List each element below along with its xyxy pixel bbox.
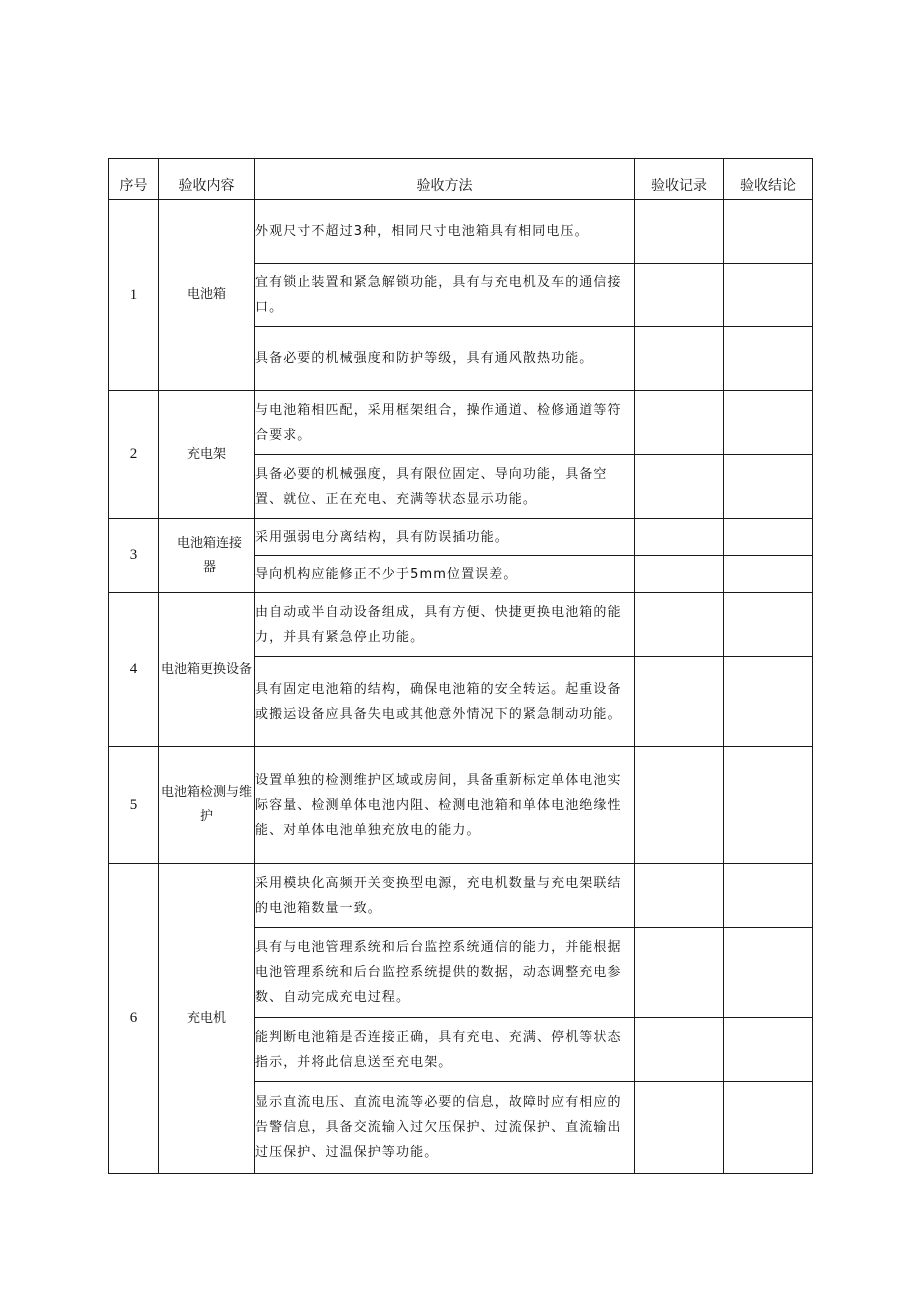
record-cell	[635, 1082, 724, 1174]
method-cell: 具备必要的机械强度和防护等级，具有通风散热功能。	[255, 327, 635, 391]
content-cell: 电池箱更换设备	[159, 593, 255, 747]
method-cell: 外观尺寸不超过3种，相同尺寸电池箱具有相同电压。	[255, 200, 635, 264]
table-row	[109, 864, 813, 928]
method-cell: 导向机构应能修正不少于5mm位置误差。	[255, 556, 635, 593]
content-cell: 充电架	[159, 391, 255, 519]
table-row	[109, 200, 813, 264]
conclusion-cell	[724, 455, 813, 519]
header-content: 验收内容	[159, 159, 255, 200]
record-cell	[635, 747, 724, 864]
seq-cell: 5	[109, 747, 159, 864]
content-cell: 电池箱连接器	[159, 519, 255, 593]
conclusion-cell	[724, 556, 813, 593]
method-cell: 宜有锁止装置和紧急解锁功能，具有与充电机及车的通信接口。	[255, 264, 635, 327]
record-cell	[635, 657, 724, 747]
record-cell	[635, 1018, 724, 1082]
table-row	[109, 391, 813, 455]
method-cell: 具备必要的机械强度，具有限位固定、导向功能，具备空置、就位、正在充电、充满等状态显示功能。	[255, 455, 635, 519]
record-cell	[635, 264, 724, 327]
seq-cell: 2	[109, 391, 159, 519]
header-row	[109, 159, 813, 200]
record-cell	[635, 391, 724, 455]
seq-cell: 6	[109, 864, 159, 1174]
record-cell	[635, 864, 724, 928]
method-cell: 由自动或半自动设备组成，具有方便、快捷更换电池箱的能力，并具有紧急停止功能。	[255, 593, 635, 657]
method-cell: 具有与电池管理系统和后台监控系统通信的能力，并能根据电池管理系统和后台监控系统提供的数据，动态调整充电参数、自动完成充电过程。	[255, 928, 635, 1018]
method-cell: 采用模块化高频开关变换型电源，充电机数量与充电架联结的电池箱数量一致。	[255, 864, 635, 928]
record-cell	[635, 200, 724, 264]
conclusion-cell	[724, 264, 813, 327]
record-cell	[635, 519, 724, 556]
record-cell	[635, 928, 724, 1018]
conclusion-cell	[724, 747, 813, 864]
method-cell: 采用强弱电分离结构，具有防误插功能。	[255, 519, 635, 556]
conclusion-cell	[724, 657, 813, 747]
method-cell: 设置单独的检测维护区域或房间，具备重新标定单体电池实际容量、检测单体电池内阻、检测电池箱和单体电池绝缘性能、对单体电池单独充放电的能力。	[255, 747, 635, 864]
header-seq: 序号	[109, 159, 159, 200]
table-row	[109, 747, 813, 864]
conclusion-cell	[724, 391, 813, 455]
table-row	[109, 593, 813, 657]
record-cell	[635, 455, 724, 519]
conclusion-cell	[724, 928, 813, 1018]
method-cell: 具有固定电池箱的结构，确保电池箱的安全转运。起重设备或搬运设备应具备失电或其他意外情况下的紧急制动功能。	[255, 657, 635, 747]
seq-cell: 3	[109, 519, 159, 593]
conclusion-cell	[724, 593, 813, 657]
header-conclusion: 验收结论	[724, 159, 813, 200]
record-cell	[635, 327, 724, 391]
conclusion-cell	[724, 200, 813, 264]
seq-cell: 1	[109, 200, 159, 391]
header-method: 验收方法	[255, 159, 635, 200]
record-cell	[635, 556, 724, 593]
header-record: 验收记录	[635, 159, 724, 200]
table-row	[109, 519, 813, 556]
record-cell	[635, 593, 724, 657]
conclusion-cell	[724, 519, 813, 556]
conclusion-cell	[724, 1082, 813, 1174]
acceptance-table	[108, 158, 813, 1174]
conclusion-cell	[724, 1018, 813, 1082]
content-cell: 电池箱	[159, 200, 255, 391]
content-cell: 充电机	[159, 864, 255, 1174]
conclusion-cell	[724, 327, 813, 391]
method-cell: 能判断电池箱是否连接正确，具有充电、充满、停机等状态指示，并将此信息送至充电架。	[255, 1018, 635, 1082]
method-cell: 与电池箱相匹配，采用框架组合，操作通道、检修通道等符合要求。	[255, 391, 635, 455]
method-cell: 显示直流电压、直流电流等必要的信息，故障时应有相应的告警信息，具备交流输入过欠压保护、过流保护、直流输出过压保护、过温保护等功能。	[255, 1082, 635, 1174]
content-cell: 电池箱检测与维护	[159, 747, 255, 864]
conclusion-cell	[724, 864, 813, 928]
seq-cell: 4	[109, 593, 159, 747]
